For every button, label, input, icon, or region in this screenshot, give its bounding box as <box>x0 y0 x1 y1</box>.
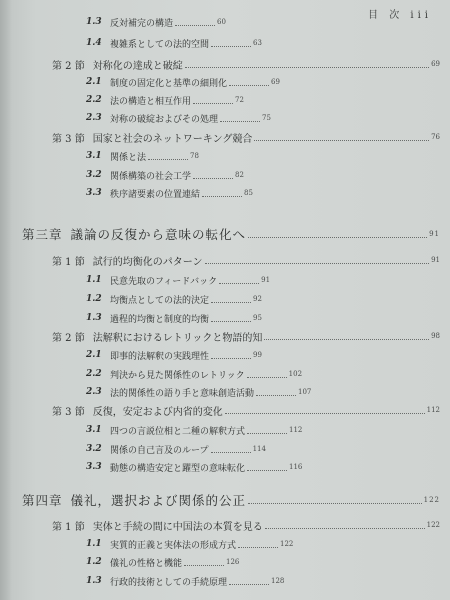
toc-page-number: 128 <box>271 577 285 585</box>
toc-section-entry <box>0 328 440 344</box>
toc-page-number: 63 <box>253 39 262 47</box>
toc-entry-title: 法的関係性の語り手と意味創造活動 <box>110 388 255 399</box>
dot-leader <box>265 528 425 529</box>
dot-leader <box>229 85 269 86</box>
toc-subsection-entry <box>0 441 266 457</box>
toc-entry-number: 第四章 <box>22 493 63 508</box>
toc-page-number: 91 <box>261 276 271 284</box>
dot-leader <box>205 263 430 264</box>
dot-leader <box>193 103 233 104</box>
toc-entry-number: 2.3 <box>86 113 102 123</box>
toc-subsection-entry <box>0 35 262 51</box>
toc-subsection-entry <box>0 291 262 307</box>
toc-entry-title: 法の構造と相互作用 <box>110 96 192 107</box>
toc-entry-number: 第 3 節 <box>52 133 85 145</box>
toc-page-number: 98 <box>431 332 440 340</box>
toc-entry-title: 実質的正義と実体法の形成方式 <box>110 540 237 551</box>
dot-leader <box>185 67 429 68</box>
toc-subsection-entry <box>0 347 262 363</box>
dot-leader <box>247 470 287 471</box>
toc-entry-title: 四つの言説位相と二種の解釈方式 <box>110 426 246 437</box>
dot-leader <box>202 196 242 197</box>
dot-leader <box>247 377 287 378</box>
dot-leader <box>229 584 269 585</box>
toc-page-number: 78 <box>190 152 199 160</box>
toc-entry-title: 制度の固定化と基準の細則化 <box>110 78 228 89</box>
dot-leader <box>248 503 422 504</box>
toc-section-entry <box>0 129 440 145</box>
toc-page-number: 95 <box>253 314 262 322</box>
toc-subsection-entry <box>0 14 226 30</box>
dot-leader <box>211 358 251 359</box>
running-header: 目 次 iii <box>368 10 432 21</box>
toc-subsection-entry <box>0 366 302 382</box>
toc-entry-title: 動態の構造安定と躍型の意味転化 <box>110 463 246 474</box>
toc-entry-number: 1.1 <box>86 539 102 549</box>
toc-page-number: 75 <box>262 114 271 122</box>
toc-subsection-entry <box>0 110 271 126</box>
toc-page-number: 69 <box>431 60 440 68</box>
toc-entry-title: 儀礼の性格と機能 <box>110 558 183 569</box>
toc-page-number: 85 <box>244 189 253 197</box>
toc-entry-title: 秩序諸要素の位置連結 <box>110 189 201 200</box>
toc-subsection-entry <box>0 573 284 589</box>
dot-leader <box>219 283 259 284</box>
toc-page-number: 112 <box>426 406 440 414</box>
toc-entry-title: 法解釈におけるレトリックと物語的知 <box>92 332 263 344</box>
toc-entry-title: 民意先取のフィードバック <box>110 276 218 287</box>
toc-entry-number: 3.2 <box>86 444 102 454</box>
toc-entry-number: 1.1 <box>86 275 102 285</box>
toc-entry-number: 2.2 <box>86 369 102 379</box>
toc-entry-number: 第 1 節 <box>52 521 85 533</box>
toc-entry-title: 反対補完の構造 <box>110 18 174 29</box>
toc-entry-title: 行政的技術としての手続原理 <box>110 577 228 588</box>
dot-leader <box>248 237 427 238</box>
toc-chapter-entry <box>0 492 440 508</box>
toc-page-number: 107 <box>298 388 312 396</box>
toc-page-number: 69 <box>271 78 280 86</box>
dot-leader <box>225 413 425 414</box>
dot-leader <box>238 547 278 548</box>
toc-subsection-entry <box>0 185 253 201</box>
dot-leader <box>256 395 296 396</box>
toc-entry-number: 3.1 <box>86 151 102 161</box>
toc-entry-title: 国家と社会のネットワーキング競合 <box>92 133 253 145</box>
toc-entry-number: 2.1 <box>86 350 102 360</box>
toc-entry-number: 第 3 節 <box>52 406 85 418</box>
toc-entry-number: 3.3 <box>86 188 102 198</box>
toc-page-number: 91 <box>431 256 440 264</box>
toc-entry-number: 3.1 <box>86 425 102 435</box>
toc-subsection-entry <box>0 554 239 570</box>
toc-entry-number: 第 1 節 <box>52 256 85 268</box>
toc-section-entry <box>0 402 440 418</box>
dot-leader <box>264 339 429 340</box>
toc-subsection-entry <box>0 459 302 475</box>
toc-entry-number: 1.2 <box>86 294 102 304</box>
toc-entry-number: 第 2 節 <box>52 60 85 72</box>
toc-entry-title: 対称化の達成と破綻 <box>92 60 183 72</box>
toc-entry-title: 即事的法解釈の実践理性 <box>110 351 210 362</box>
toc-page-number: 76 <box>431 133 440 141</box>
toc-section-entry <box>0 517 440 533</box>
toc-entry-number: 2.1 <box>86 77 102 87</box>
dot-leader <box>254 140 429 141</box>
toc-page-number: 122 <box>280 540 294 548</box>
toc-page-number: 114 <box>252 445 266 453</box>
toc-page-number: 112 <box>289 426 303 434</box>
toc-page-number: 82 <box>235 171 244 179</box>
toc-entry-number: 2.3 <box>86 387 102 397</box>
toc-page-number: 116 <box>289 463 303 471</box>
toc-subsection-entry <box>0 92 244 108</box>
toc-subsection-entry <box>0 167 244 183</box>
toc-entry-title: 実体と手続の間に中国法の本質を見る <box>92 521 263 533</box>
toc-page-number: 126 <box>226 558 240 566</box>
toc-entry-title: 関係構築の社会工学 <box>110 171 192 182</box>
toc-entry-number: 3.2 <box>86 170 102 180</box>
toc-entry-number: 1.3 <box>86 313 102 323</box>
toc-page-number: 102 <box>288 370 303 378</box>
dot-leader <box>211 452 251 453</box>
toc-page-number: 72 <box>235 96 244 104</box>
toc-entry-title: 判決から見た関係性のレトリック <box>110 370 245 381</box>
dot-leader <box>211 321 251 322</box>
toc-entry-number: 1.2 <box>86 557 102 567</box>
toc-section-entry <box>0 56 440 72</box>
toc-page-number: 92 <box>253 295 262 303</box>
toc-entry-number: 第 2 節 <box>52 332 85 344</box>
toc-entry-number: 3.3 <box>86 462 102 472</box>
dot-leader <box>148 159 188 160</box>
toc-chapter-entry <box>0 226 440 242</box>
toc-page-number: 91 <box>429 230 440 238</box>
toc-subsection-entry <box>0 536 293 552</box>
toc-subsection-entry <box>0 422 302 438</box>
dot-leader <box>184 565 224 566</box>
toc-page-number: 122 <box>426 521 440 529</box>
toc-entry-title: 儀礼，選択および関係的公正 <box>70 493 247 508</box>
dot-leader <box>193 178 233 179</box>
toc-subsection-entry <box>0 148 199 164</box>
toc-page-number: 122 <box>423 496 440 504</box>
toc-entry-number: 1.3 <box>86 576 102 586</box>
toc-entry-number: 1.3 <box>86 17 102 27</box>
toc-subsection-entry <box>0 310 262 326</box>
toc-entry-title: 反復，安定および内省的変化 <box>92 406 223 418</box>
toc-subsection-entry <box>0 384 311 400</box>
toc-entry-title: 均衡点としての法的決定 <box>110 295 210 306</box>
dot-leader <box>220 121 260 122</box>
toc-subsection-entry <box>0 272 270 288</box>
toc-entry-title: 試行的均衡化のパターン <box>92 256 203 268</box>
toc-section-entry <box>0 252 440 268</box>
toc-entry-title: 対称の破綻およびその処理 <box>110 114 219 125</box>
toc-entry-number: 2.2 <box>86 95 102 105</box>
toc-page-number: 60 <box>217 18 226 26</box>
toc-subsection-entry <box>0 74 280 90</box>
toc-entry-title: 複雑系としての法的空間 <box>110 39 210 50</box>
toc-page-number: 99 <box>253 351 262 359</box>
toc-entry-title: 議論の反復から意味の転化へ <box>70 227 247 242</box>
dot-leader <box>247 433 287 434</box>
toc-entry-number: 第三章 <box>22 227 63 242</box>
toc-entry-title: 関係と法 <box>110 152 147 163</box>
toc-entry-title: 関係の自己言及のループ <box>110 445 209 456</box>
dot-leader <box>175 25 215 26</box>
toc-entry-number: 1.4 <box>86 38 102 48</box>
toc-entry-title: 過程的均衡と制度的均衡 <box>110 314 210 325</box>
dot-leader <box>211 46 251 47</box>
dot-leader <box>211 302 251 303</box>
